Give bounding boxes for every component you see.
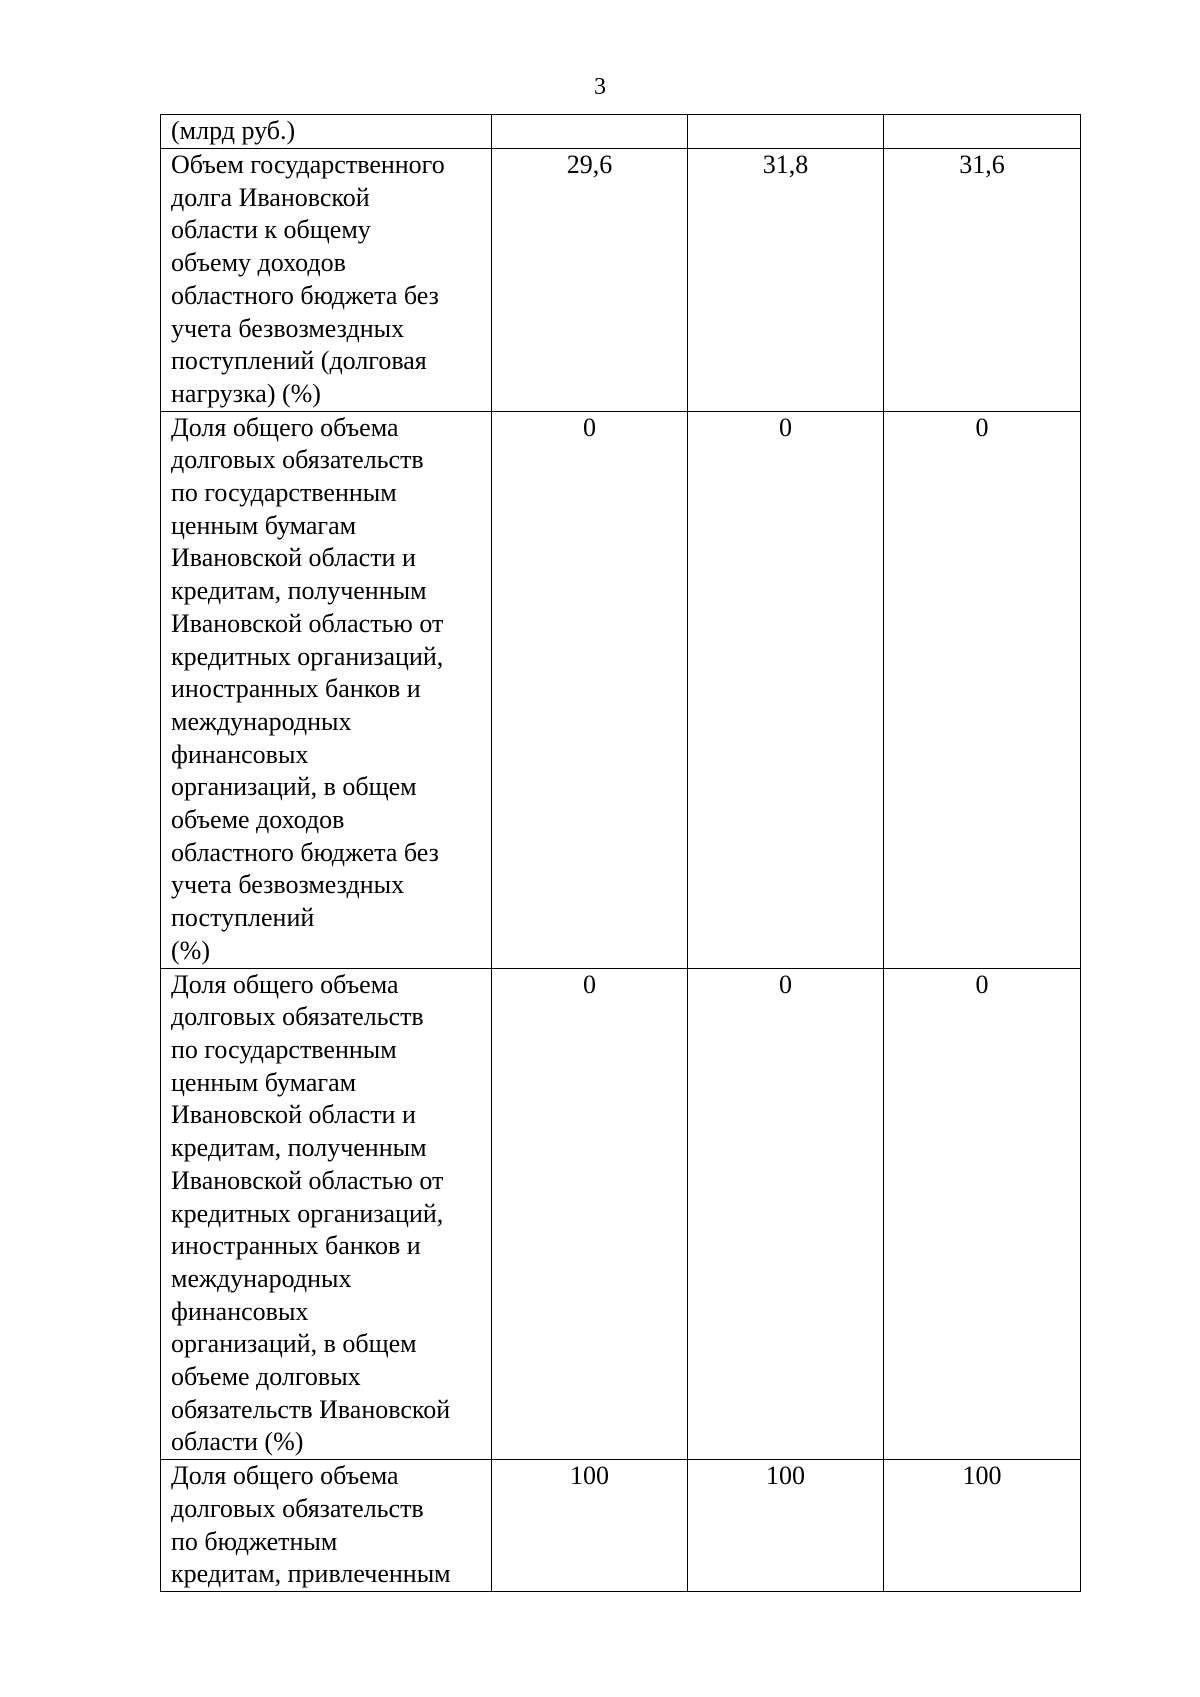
value-text: 0	[583, 412, 596, 442]
value-cell	[492, 411, 688, 968]
value-text: 100	[570, 1461, 609, 1491]
indicators-table	[160, 114, 1081, 1592]
page-number: 3	[594, 74, 606, 100]
value-cell	[688, 115, 884, 149]
table-row	[161, 149, 1081, 412]
value-cell	[688, 968, 884, 1460]
value-text: 100	[962, 1461, 1002, 1491]
value-text: 29,6	[566, 150, 613, 179]
value-cell	[884, 968, 1081, 1460]
row-label: (млрд руб.)	[171, 116, 296, 145]
value-text: 0	[779, 412, 792, 442]
value-cell	[492, 149, 688, 412]
value-text: 0	[583, 969, 596, 999]
value-text: 0	[975, 412, 989, 442]
value-cell	[492, 968, 688, 1460]
row-label: Доля общего объема долговых обязательств по государственным ценным бумагам Ивановской области и кредитам, полученным Ивановской областью от кредитных организаций, иностранных банков и международных финансовых организаций, в общем объеме долговых обязательств Ивановской области (%)	[171, 969, 451, 1457]
value-cell	[884, 411, 1081, 968]
row-label-cell	[161, 968, 492, 1460]
row-label-cell	[161, 411, 492, 968]
value-text: 31,6	[959, 150, 1005, 179]
value-cell	[492, 1460, 688, 1592]
value-text: 0	[779, 969, 792, 999]
value-text: 31,8	[762, 150, 809, 179]
row-label: Доля общего объема долговых обязательств по бюджетным кредитам, привлеченным	[171, 1461, 451, 1589]
value-text: 100	[766, 1461, 805, 1491]
row-label-cell	[161, 1460, 492, 1592]
row-label-cell	[161, 115, 492, 149]
value-cell	[688, 149, 884, 412]
value-cell	[884, 115, 1081, 149]
row-label: Доля общего объема долговых обязательств по государственным ценным бумагам Ивановской области и кредитам, полученным Ивановской областью от кредитных организаций, иностранных банков и международных финансовых организаций, в общем объеме доходов областного бюджета без учета безвозмездных поступлений (%)	[171, 412, 444, 965]
value-text: 0	[975, 969, 989, 999]
row-label: Объем государственного долга Ивановской области к общему объему доходов областного бюджета без учета безвозмездных поступлений (долговая нагрузка) (%)	[171, 150, 445, 408]
value-cell	[688, 1460, 884, 1592]
table-row	[161, 115, 1081, 149]
table-row	[161, 411, 1081, 968]
value-cell	[884, 1460, 1081, 1592]
value-cell	[492, 115, 688, 149]
value-cell	[884, 149, 1081, 412]
row-label-cell	[161, 149, 492, 412]
value-cell	[688, 411, 884, 968]
table-row	[161, 968, 1081, 1460]
table-row	[161, 1460, 1081, 1592]
